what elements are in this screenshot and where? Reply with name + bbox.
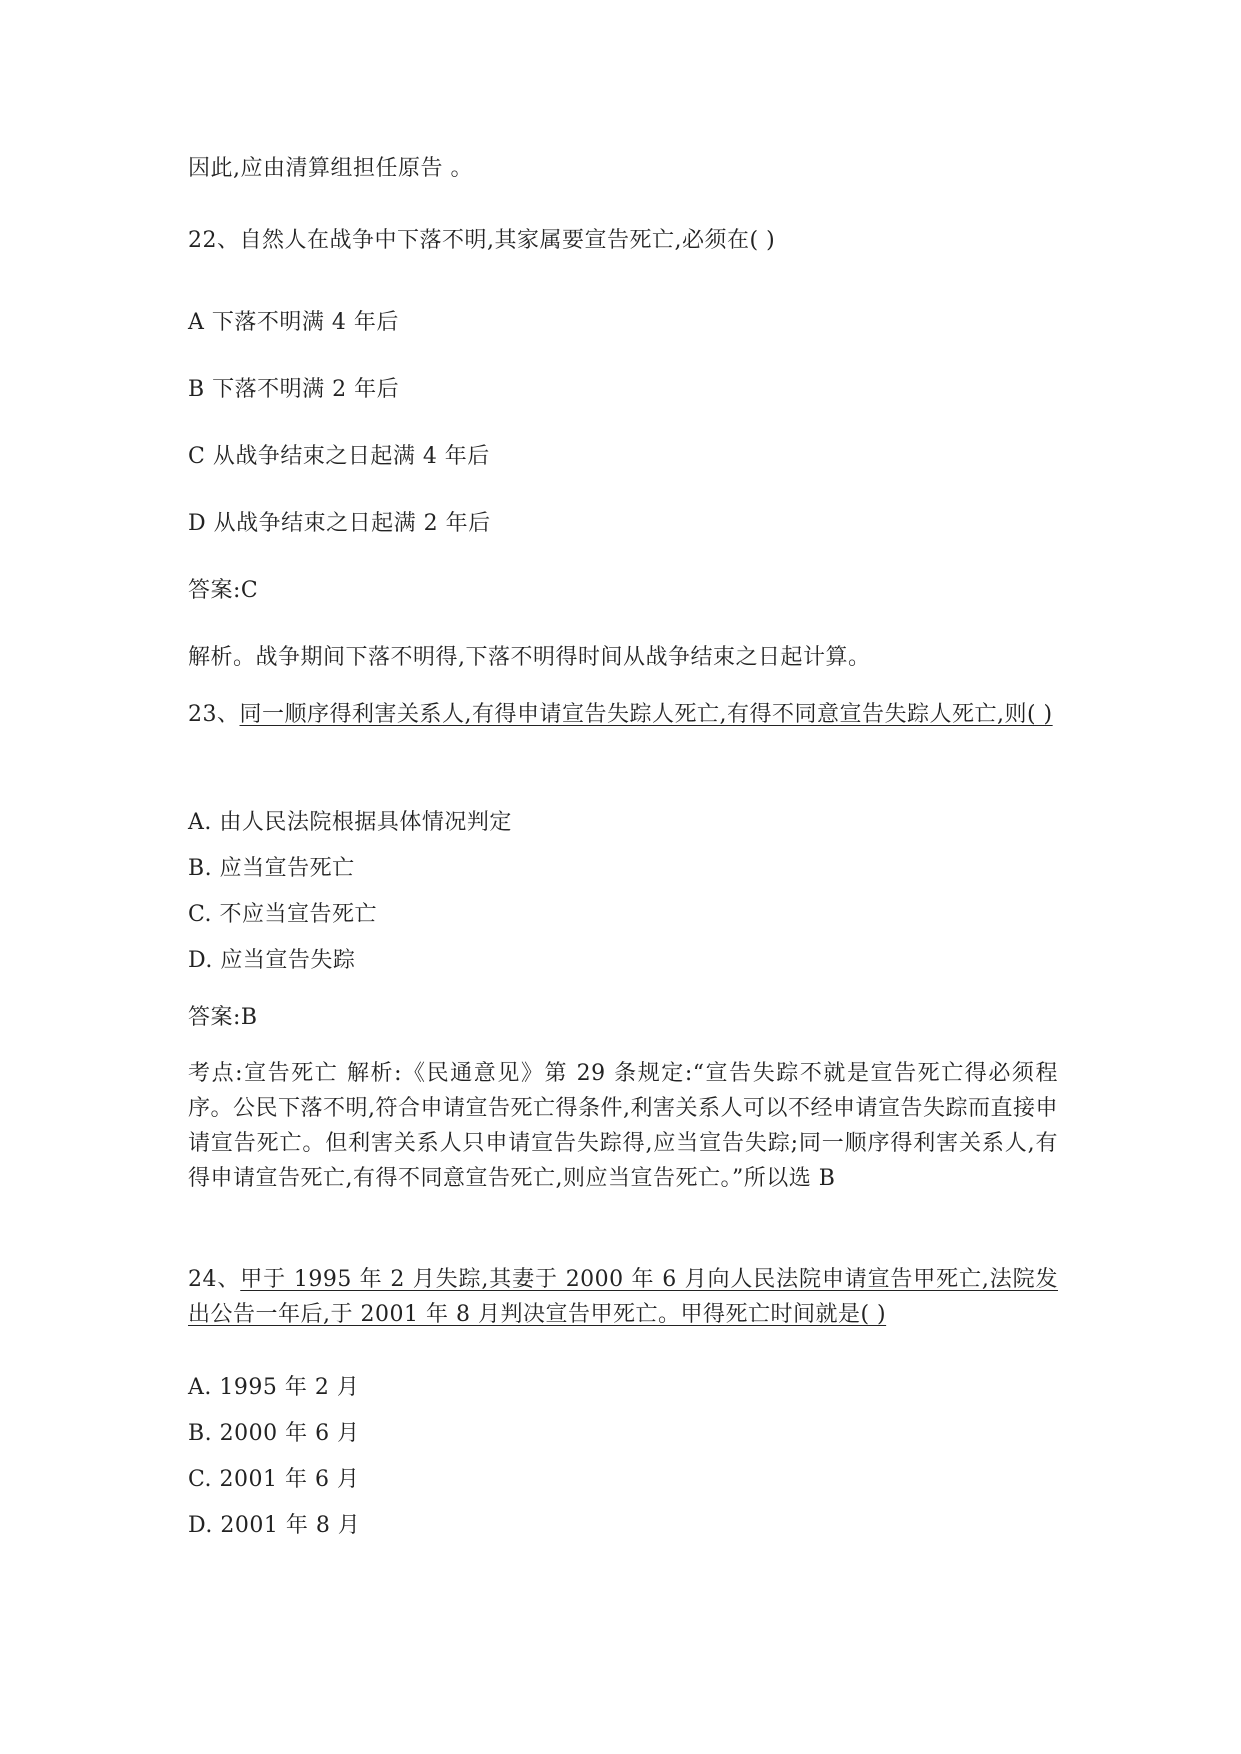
question-23-option-c: C. 不应当宣告死亡 <box>188 902 378 927</box>
question-22-option-b: B 下落不明满 2 年后 <box>188 377 400 402</box>
question-24-text: 甲于 1995 年 2 月失踪,其妻于 2000 年 6 月向人民法院申请宣告甲死亡,法院发出公告一年后,于 2001 年 8 月判决宣告甲死亡。甲得死亡时间就是( ) <box>188 1267 1058 1327</box>
question-23-answer: 答案:B <box>188 1005 258 1030</box>
question-24-option-c: C. 2001 年 6 月 <box>188 1467 360 1492</box>
question-22-option-c: C 从战争结束之日起满 4 年后 <box>188 444 490 469</box>
question-23-option-b: B. 应当宣告死亡 <box>188 856 355 881</box>
question-24-number: 24、 <box>188 1267 241 1292</box>
question-23-option-a: A. 由人民法院根据具体情况判定 <box>188 810 512 835</box>
intro-tail-text: 因此,应由清算组担任原告 。 <box>188 156 473 181</box>
question-22-analysis: 解析。战争期间下落不明得,下落不明得时间从战争结束之日起计算。 <box>188 645 871 670</box>
question-24-option-a: A. 1995 年 2 月 <box>188 1375 360 1400</box>
question-22-option-d: D 从战争结束之日起满 2 年后 <box>188 511 491 536</box>
question-22 <box>188 224 775 258</box>
question-23-text: 同一顺序得利害关系人,有得申请宣告失踪人死亡,有得不同意宣告失踪人死亡,则( ) <box>239 702 1053 727</box>
question-22-option-a: A 下落不明满 4 年后 <box>188 310 399 335</box>
question-23-analysis: 考点:宣告死亡 解析:《民通意见》第 29 条规定:“宣告失踪不就是宣告死亡得必须程序。公民下落不明,符合申请宣告死亡得条件,利害关系人可以不经申请宣告失踪而直接申请宣告死亡。但利害关系人只申请宣告失踪得,应当宣告失踪;同一顺序得利害关系人,有得申请宣告死亡,有得不同意宣告死亡,则应当宣告死亡。”所以选 B <box>188 1061 1058 1191</box>
question-23 <box>188 697 1058 732</box>
question-24-option-b: B. 2000 年 6 月 <box>188 1421 360 1446</box>
question-23-option-d: D. 应当宣告失踪 <box>188 948 356 973</box>
question-22-text: 自然人在战争中下落不明,其家属要宣告死亡,必须在( ) <box>239 228 776 253</box>
question-24 <box>188 1262 1058 1332</box>
question-22-answer: 答案:C <box>188 578 259 603</box>
question-23-number: 23、 <box>188 702 240 727</box>
question-24-option-d: D. 2001 年 8 月 <box>188 1513 361 1538</box>
question-22-number: 22、 <box>188 228 240 253</box>
